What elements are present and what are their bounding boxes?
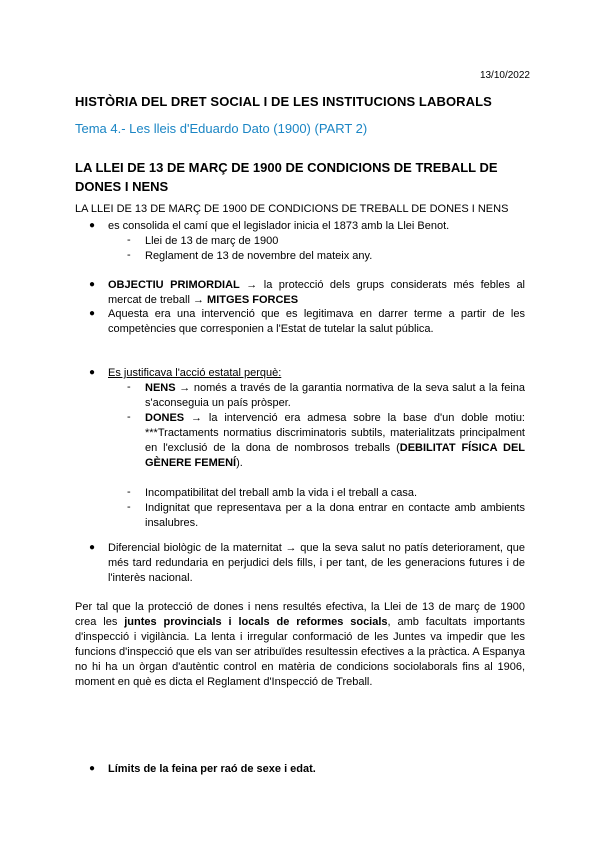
objective-label: OBJECTIU PRIMORDIAL [108, 279, 240, 291]
list-item-text: Límits de la feina per raó de sexe i edat. [108, 763, 316, 775]
section-heading: LA LLEI DE 13 DE MARÇ DE 1900 DE CONDICIONS DE TREBALL DE DONES I NENS [75, 160, 498, 194]
list-item-text: es consolida el camí que el legislador inicia el 1873 amb la Llei Benot. [108, 220, 450, 232]
dash-icon: - [127, 249, 131, 261]
bullet-icon: ● [89, 542, 96, 553]
nens-text: → només a través de la garantia normativa de la seva salut a la feina s'aconseguia un país pròsper. [145, 382, 525, 409]
sub-item-text: Reglament de 13 de novembre del mateix any. [145, 250, 373, 262]
dash-icon: - [127, 411, 131, 423]
bullet-icon: ● [89, 279, 96, 290]
sub-item-dones [145, 411, 525, 471]
bullet-icon: ● [89, 763, 96, 774]
dash-icon: - [127, 381, 131, 393]
nens-label: NENS [145, 382, 176, 394]
bullet-icon: ● [89, 220, 96, 231]
list-item-text [108, 366, 525, 381]
dones-label: DONES [145, 412, 185, 424]
sub-item-text: Indignitat que representava per a la dona entrar en contacte amb ambients insalubres. [145, 502, 525, 529]
intro-line: LA LLEI DE 13 DE MARÇ DE 1900 DE CONDICIONS DE TREBALL DE DONES I NENS [75, 203, 509, 215]
sub-item-nens [145, 381, 525, 411]
objective-emphasis: MITGES FORCES [207, 294, 299, 306]
list-item-text: Aquesta era una intervenció que es legitimava en darrer terme a partir de les competències que corresponien a l'Estat de tutelar la salut pública. [108, 308, 525, 335]
document-date: 13/10/2022 [479, 70, 530, 81]
document-title: HISTÒRIA DEL DRET SOCIAL I DE LES INSTITUCIONS LABORALS [75, 94, 492, 109]
dones-text: → la intervenció era admesa sobre la base d'un doble motiu: ***Tractaments normatius discriminatoris subtils, materialitzats principalment en l'exclusió de la dona de nombrosos treballs ( [145, 412, 525, 454]
sub-item-text: Incompatibilitat del treball amb la vida i el treball a casa. [145, 487, 418, 499]
sub-item-text: Llei de 13 de març de 1900 [145, 235, 279, 247]
objective-text: → la protecció dels grups considerats més febles al mercat de treball → [108, 279, 526, 306]
justification-text: Es justificava l'acció estatal perquè: [108, 367, 282, 379]
document-subtitle: Tema 4.- Les lleis d'Eduardo Dato (1900) (PART 2) [75, 121, 368, 136]
bullet-icon: ● [89, 367, 96, 378]
list-item-text [108, 278, 525, 308]
paragraph-end: , amb facultats importants d'inspecció i vigilància. La lenta i irregular conformació de les Juntes va impedir que les funcions d'inspecció que els van ser atribuïdes resultessin efectives a la pràctica. A Espanya no hi ha un òrgan d'autèntic control en matèria de condicions sociolaborals fins al 1906, moment en què es dicta el Reglament d'Inspecció de Treball. [75, 616, 525, 688]
list-item-text: Diferencial biològic de la maternitat → que la seva salut no patís deteriorament, que més tard redundaria en perjudici dels fills, i per tant, de les generacions futures i de l'interès nacional. [108, 542, 525, 584]
dones-end: ). [236, 457, 243, 469]
paragraph-emphasis: juntes provincials i locals de reformes socials [124, 616, 388, 628]
dash-icon: - [127, 501, 131, 513]
body-paragraph [75, 600, 525, 690]
dash-icon: - [127, 234, 131, 246]
dones-emphasis: DEBILITAT FÍSICA DEL GÈNERE FEMENÍ [145, 442, 525, 469]
bullet-icon: ● [89, 308, 96, 319]
paragraph-start: Per tal que la protecció de dones i nens resultés efectiva, la Llei de 13 de març de 1900 crea les [75, 601, 525, 628]
dash-icon: - [127, 486, 131, 498]
